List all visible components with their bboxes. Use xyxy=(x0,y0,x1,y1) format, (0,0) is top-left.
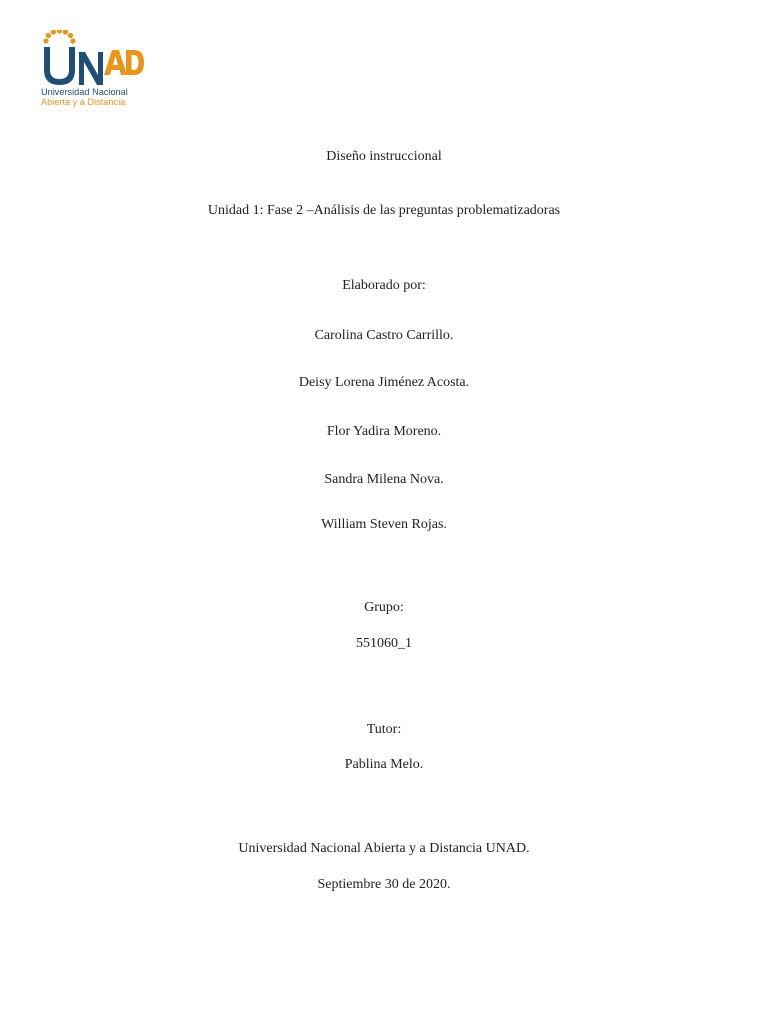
group-number: 551060_1 xyxy=(356,636,412,651)
logo-university-line1: Universidad Nacional xyxy=(41,87,128,97)
author-5: William Steven Rojas. xyxy=(321,517,447,532)
document-unit-title: Unidad 1: Fase 2 –Análisis de las preguntas problematizadoras xyxy=(207,203,561,218)
authors-label: Elaborado por: xyxy=(342,278,426,293)
author-1: Carolina Castro Carrillo. xyxy=(314,328,454,343)
document-subject: Diseño instruccional xyxy=(326,149,442,164)
logo-university-line2: Abierta y a Distancia xyxy=(41,97,126,107)
tutor-name: Pablina Melo. xyxy=(344,757,424,772)
author-4: Sandra Milena Nova. xyxy=(324,472,444,487)
unad-logo xyxy=(40,30,145,112)
tutor-label: Tutor: xyxy=(366,722,402,737)
unad-logo-mark xyxy=(40,30,145,88)
group-label: Grupo: xyxy=(364,600,404,615)
document-date: Septiembre 30 de 2020. xyxy=(317,877,451,892)
author-2: Deisy Lorena Jiménez Acosta. xyxy=(298,375,470,390)
university-name: Universidad Nacional Abierta y a Distancia UNAD. xyxy=(238,841,530,856)
author-3: Flor Yadira Moreno. xyxy=(326,424,442,439)
